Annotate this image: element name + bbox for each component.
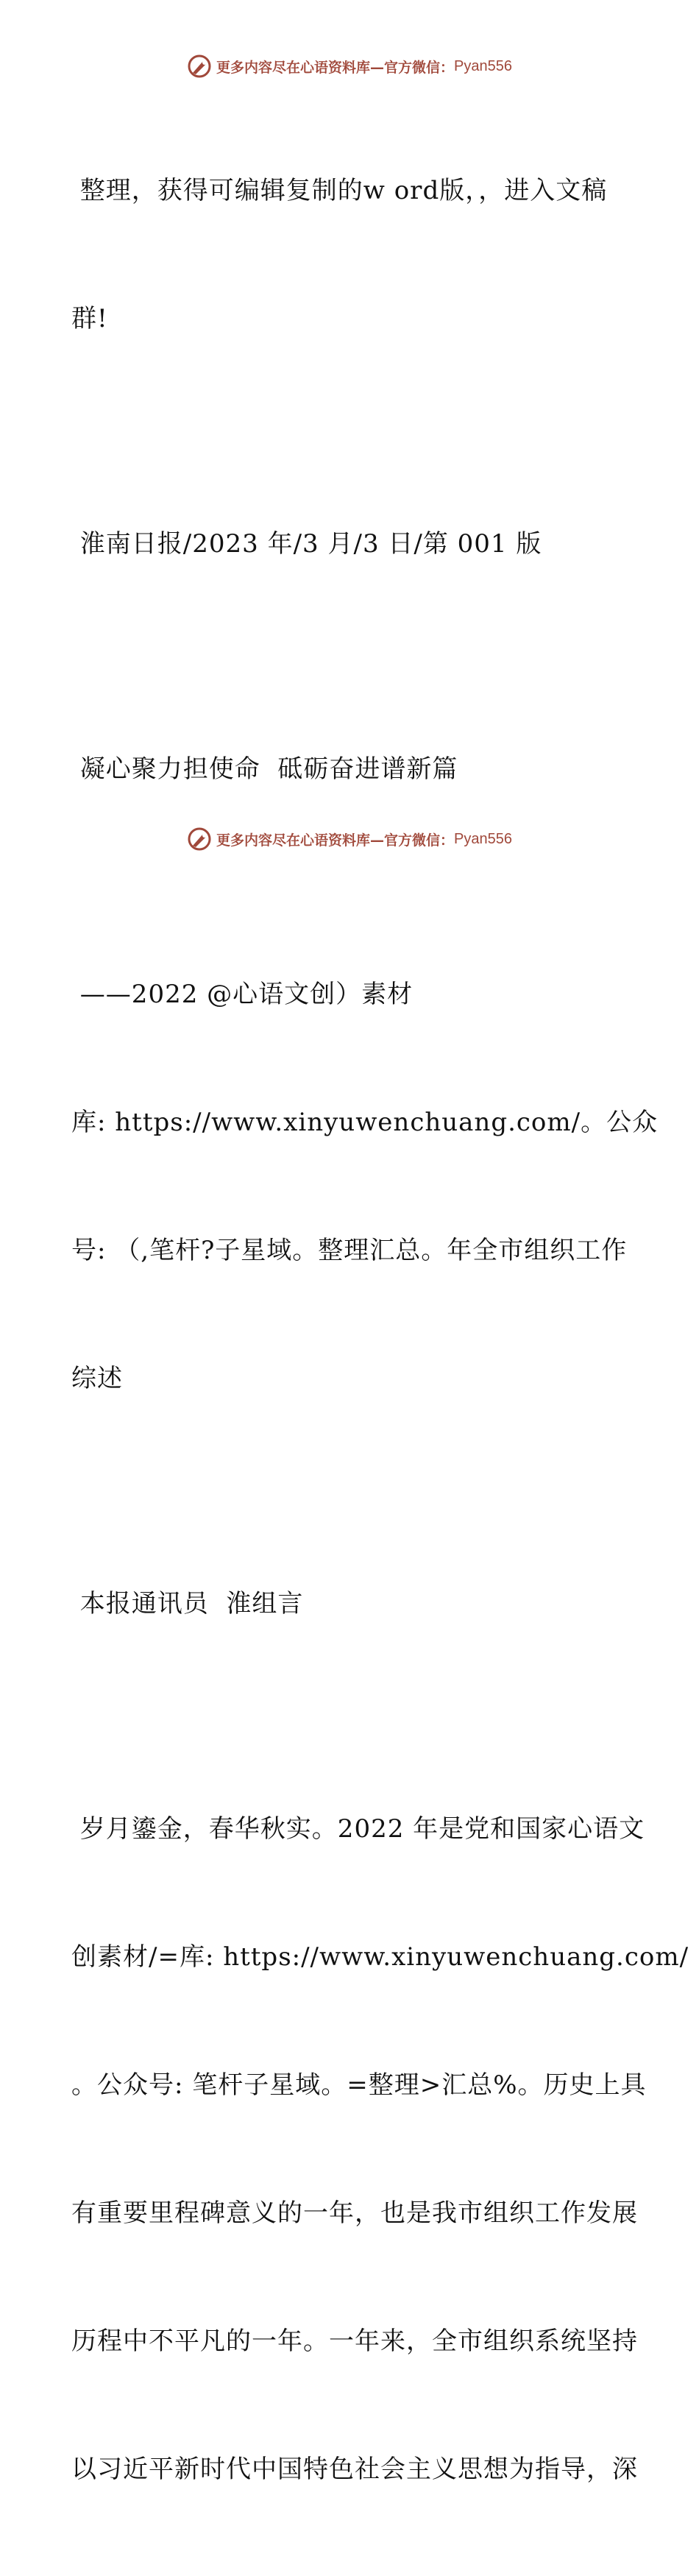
paragraph-source xyxy=(71,437,631,651)
banner-wechat-id: Pyan556 xyxy=(454,57,512,74)
text-line: ——2022 @心语文创）素材 xyxy=(71,980,414,1009)
text-line: 。公众号: 笔杆子星域。=整理>汇总%。历史上具 xyxy=(71,2070,647,2100)
text-line: 淮南日报/2023 年/3 月/3 日/第 001 版 xyxy=(71,529,542,559)
banner-main-text: 更多内容尽在心语资料库—官方微信： xyxy=(216,59,455,76)
pen-logo-icon xyxy=(187,54,212,79)
banner-wechat-id: Pyan556 xyxy=(454,830,512,847)
header-banner xyxy=(0,52,699,81)
paragraph-subheadline xyxy=(71,888,659,1485)
text-line: 群! xyxy=(71,304,108,333)
text-line: 整理，获得可编辑复制的w ord版，，进入文稿 xyxy=(71,176,608,205)
text-line: 岁月鎏金，春华秋实。2022 年是党和国家心语文 xyxy=(71,1814,645,1844)
footer-banner xyxy=(0,824,699,854)
text-line: 本报通讯员 淮组言 xyxy=(71,1589,304,1618)
document-body xyxy=(71,84,689,2576)
text-line: 号: （,笔杆?子星域。整理汇总。年全市组织工作 xyxy=(71,1236,628,1265)
text-line: 创素材/=库: https://www.xinyuwenchuang.com/ xyxy=(71,1942,689,1972)
text-line: 历程中不平凡的一年。一年来，全市组织系统坚持 xyxy=(71,2326,638,2356)
text-line: 库: https://www.xinyuwenchuang.com/。公众 xyxy=(71,1108,659,1137)
paragraph-byline xyxy=(71,1497,631,1710)
pen-logo-icon xyxy=(187,827,212,852)
text-line: 凝心聚力担使命 砥砺奋进谱新篇 xyxy=(71,754,458,784)
paragraph-body xyxy=(71,1722,689,2576)
text-line: 综述 xyxy=(71,1364,123,1393)
text-line: 有重要里程碑意义的一年，也是我市组织工作发展 xyxy=(71,2198,638,2228)
paragraph-intro xyxy=(71,84,631,425)
banner-main-text: 更多内容尽在心语资料库—官方微信： xyxy=(216,832,455,849)
text-line: 以习近平新时代中国特色社会主义思想为指导，深 xyxy=(71,2455,638,2484)
